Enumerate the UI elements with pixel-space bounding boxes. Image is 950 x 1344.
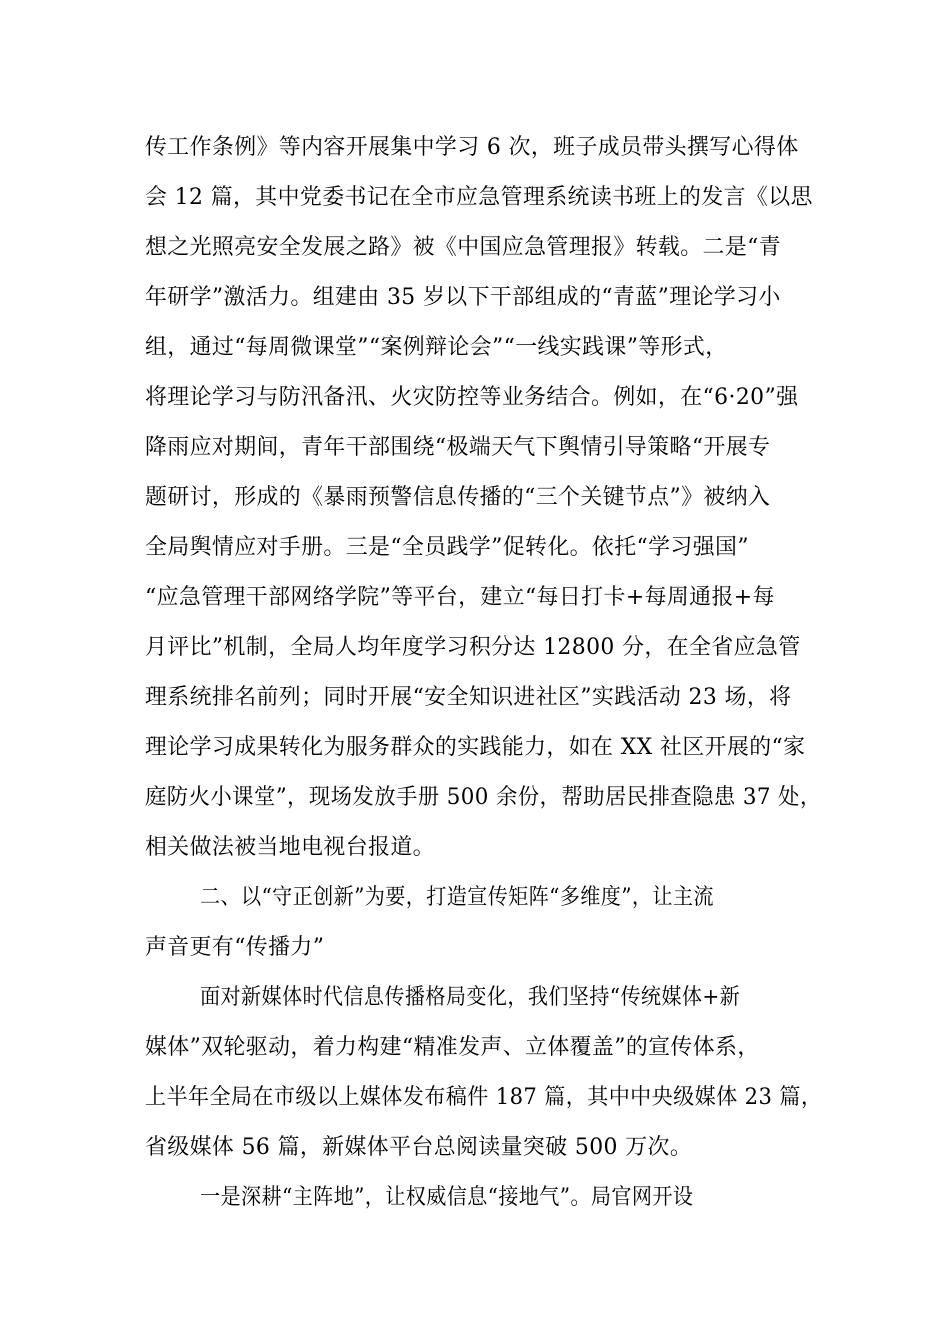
text-line: 会 12 篇，其中党委书记在全市应急管理系统读书班上的发言《以思 [145, 185, 813, 210]
text-line: 理论学习成果转化为服务群众的实践能力，如在 XX 社区开展的“家 [145, 735, 806, 760]
text-line: 传工作条例》等内容开展集中学习 6 次，班子成员带头撰写心得体 [145, 135, 799, 160]
text-line: 全局舆情应对手册。三是“全员践学”促转化。依托“学习强国” [145, 535, 749, 560]
text-line: 面对新媒体时代信息传播格局变化，我们坚持“传统媒体+新 [200, 985, 741, 1010]
text-line: 相关做法被当地电视台报道。 [145, 835, 435, 860]
section-heading-line: 二、以“守正创新”为要，打造宣传矩阵“多维度”，让主流 [200, 885, 714, 910]
section-heading-line: 声音更有“传播力” [145, 935, 325, 960]
text-line: 上半年全局在市级以上媒体发布稿件 187 篇，其中中央级媒体 23 篇， [145, 1085, 823, 1110]
text-line: 月评比”机制，全局人均年度学习积分达 12800 分，在全省应急管 [145, 635, 801, 660]
text-line: “应急管理干部网络学院”等平台，建立“每日打卡+每周通报+每 [145, 585, 775, 610]
text-line: 一是深耕“主阵地”，让权威信息“接地气”。局官网开设 [200, 1185, 694, 1210]
text-line: 媒体”双轮驱动，着力构建“精准发声、立体覆盖”的宣传体系， [145, 1035, 760, 1060]
text-line: 组，通过“每周微课堂”“案例辩论会”“一线实践课”等形式， [145, 335, 728, 360]
text-line: 庭防火小课堂”，现场发放手册 500 余份，帮助居民排查隐患 37 处， [145, 785, 822, 810]
text-line: 将理论学习与防汛备汛、火灾防控等业务结合。例如，在“6·20”强 [145, 385, 799, 410]
text-line: 省级媒体 56 篇，新媒体平台总阅读量突破 500 万次。 [145, 1135, 693, 1160]
text-line: 题研讨，形成的《暴雨预警信息传播的“三个关键节点”》被纳入 [145, 485, 771, 510]
text-line: 想之光照亮安全发展之路》被《中国应急管理报》转载。二是“青 [145, 235, 782, 260]
text-line: 年研学”激活力。组建由 35 岁以下干部组成的“青蓝”理论学习小 [145, 285, 781, 310]
text-line: 降雨应对期间，青年干部围绕“极端天气下舆情引导策略“开展专 [145, 435, 771, 460]
text-line: 理系统排名前列；同时开展“安全知识进社区”实践活动 23 场，将 [145, 685, 792, 710]
